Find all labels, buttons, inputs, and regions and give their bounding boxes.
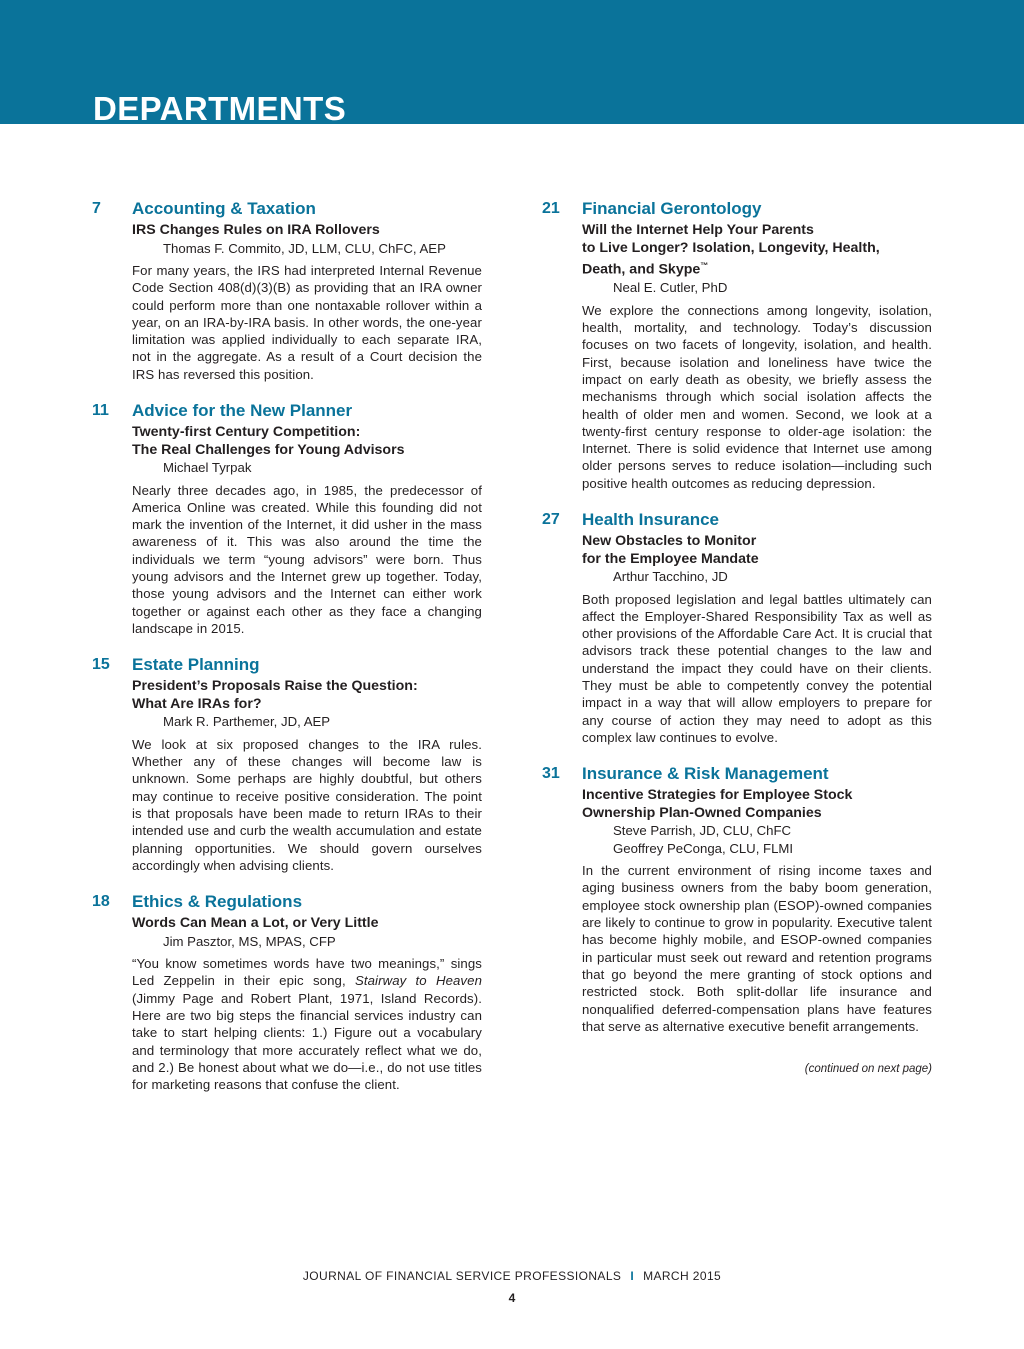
page-number: 18 [92,893,110,911]
author: Geoffrey PeConga, CLU, FLMI [613,840,794,856]
page-number: 15 [92,656,110,674]
abstract: For many years, the IRS had interpreted Internal Revenue Code Section 408(d)(3)(B) as providing that an IRA owner could perform more than one nontaxable rollover within a year, on an IRA-by-IRA basis. In other words, the one-year limitation was applied individually to each separate IRA, not in the aggregate. As a result of a Court decision the IRS has reversed this position. [132,263,482,382]
section-title: DEPARTMENTS [93,90,347,124]
abstract [132,955,482,1093]
toc-entry-new-planner[interactable] [90,400,482,637]
right-column [540,198,932,1075]
author: Michael Tyrpak [163,460,252,476]
issue-date: MARCH 2015 [643,1269,722,1283]
headline-line: New Obstacles to Monitor [582,533,757,549]
category-heading: Ethics & Regulations [132,892,303,912]
page-number: 11 [92,402,109,420]
headline-line: for the Employee Mandate [582,550,759,567]
abstract-text: “You know sometimes words have two meanings,” sings Led Zeppelin in their epic song, [132,956,482,989]
headline-line: Incentive Strategies for Employee Stock [582,787,853,804]
article-headline [132,678,482,713]
page-number: 7 [92,200,101,217]
page-number: 31 [542,765,560,783]
toc-entry-estate-planning[interactable] [90,654,482,874]
header-band [0,0,1024,124]
footer-separator: I [630,1269,635,1283]
page-number: 27 [542,511,560,528]
headline-line: Ownership Plan-Owned Companies [582,804,822,821]
abstract: Both proposed legislation and legal battles ultimately can affect the Employer-Shared Responsibility Tax as well as other provisions of the Affordable Care Act. It is crucial that advisors track these potential changes to the law and understand the impact they could have on their clients. They must be able to competently convey the potential impact in a way that will allow employers to prepare for any course of action they may need to adopt as this complex law continues to evolve. [582,591,932,745]
category-heading: Health Insurance [582,510,719,529]
abstract: We explore the connections among longevity, isolation, health, mortality, and technology. Today’s discussion focuses on two facets of longevity, isolation, and health. First, because isolation and loneliness have twice the impact on early death as obesity, we briefly assess the mechanisms through which social isolation affects the health of older men and women. Second, we look at a twenty-first century response to older-age isolation: the Internet. There is solid evidence that Internet use among older persons serves to reduce isolation—including such positive health outcomes as reducing depression. [582,302,932,491]
song-title: Stairway to Heaven [354,973,482,989]
article-headline: Words Can Mean a Lot, or Very Little [132,915,379,932]
author: Arthur Tacchino, JD [613,569,728,584]
footer [0,1269,1024,1283]
headline-line: President’s Proposals Raise the Question: [132,678,418,695]
category-heading: Accounting & Taxation [132,199,316,218]
article-headline [582,222,932,279]
category-heading: Advice for the New Planner [132,401,353,421]
toc-entry-accounting[interactable] [90,198,482,383]
abstract-text: (Jimmy Page and Robert Plant, 1971, Island Records). Here are two big steps the financial services industry can take to start helping clients: 1.) Figure out a vocabulary and terminology that more accurately reflect what we do, and 2.) Be honest about what we do—i.e., do not use titles for marketing reasons that confuse the client. [132,990,482,1093]
author: Neal E. Cutler, PhD [613,280,728,296]
category-heading: Insurance & Risk Management [582,764,829,784]
page-number: 21 [542,200,560,217]
author: Mark R. Parthemer, JD, AEP [163,714,331,730]
headline-line: Will the Internet Help Your Parents [582,222,814,238]
headline-line: to Live Longer? Isolation, Longevity, Health, [582,239,880,256]
headline-line: Twenty-first Century Competition: [132,424,361,441]
author: Steve Parrish, JD, CLU, ChFC [613,823,792,839]
headline-text: Death, and Skype [582,261,701,278]
category-heading: Estate Planning [132,655,260,675]
author: Thomas F. Commito, JD, LLM, CLU, ChFC, AEP [163,240,446,256]
page-folio: 4 [508,1291,516,1305]
abstract: We look at six proposed changes to the IRA rules. Whether any of these changes will become law is unknown. Some perhaps are highly doubtful, but others may continue to receive positive consideration. The point is that proposals have been made to return IRAs to their intended use and curb the wealth accumulation and estate planning opportunities. We should govern ourselves accordingly when advising clients. [132,736,482,873]
continued-note: (continued on next page) [804,1063,932,1076]
headline-line [582,257,932,279]
left-column [90,198,482,1094]
toc-entry-risk-management[interactable] [540,763,932,1035]
abstract: In the current environment of rising income taxes and aging business owners from the baby boom generation, employee stock ownership plan (ESOP)-owned companies are likely to continue to grow in popularity. Executive talent has become highly mobile, and ESOP-owned companies in particular must seek out reward and retention programs that go beyond the mere granting of stock options and restricted stock. Both split-dollar life insurance and nonqualified deferred-compensation plans have features that serve as alternative executive benefit arrangements. [582,863,932,1034]
article-headline [132,424,482,459]
category-heading: Financial Gerontology [582,199,762,218]
trademark-symbol: ™ [700,261,709,270]
author: Jim Pasztor, MS, MPAS, CFP [163,933,336,949]
toc-entry-gerontology[interactable] [540,198,932,492]
headline-line: What Are IRAs for? [132,695,262,712]
headline-line: The Real Challenges for Young Advisors [132,441,405,458]
toc-entry-ethics[interactable] [90,891,482,1093]
abstract: Nearly three decades ago, in 1985, the predecessor of America Online was created. While this founding did not mark the invention of the Internet, it did usher in the mass awareness of it. This was also around the time the individuals we term “young advisors” were born. Thus young advisors and the Internet grew up together. Today, those young advisors and the Internet can either work together or against each other as they face a changing landscape in 2015. [132,482,482,636]
article-headline [582,533,932,568]
journal-name: JOURNAL OF FINANCIAL SERVICE PROFESSIONALS [302,1269,622,1283]
article-headline: IRS Changes Rules on IRA Rollovers [132,222,380,238]
article-headline [582,787,932,822]
toc-entry-health-insurance[interactable] [540,509,932,746]
